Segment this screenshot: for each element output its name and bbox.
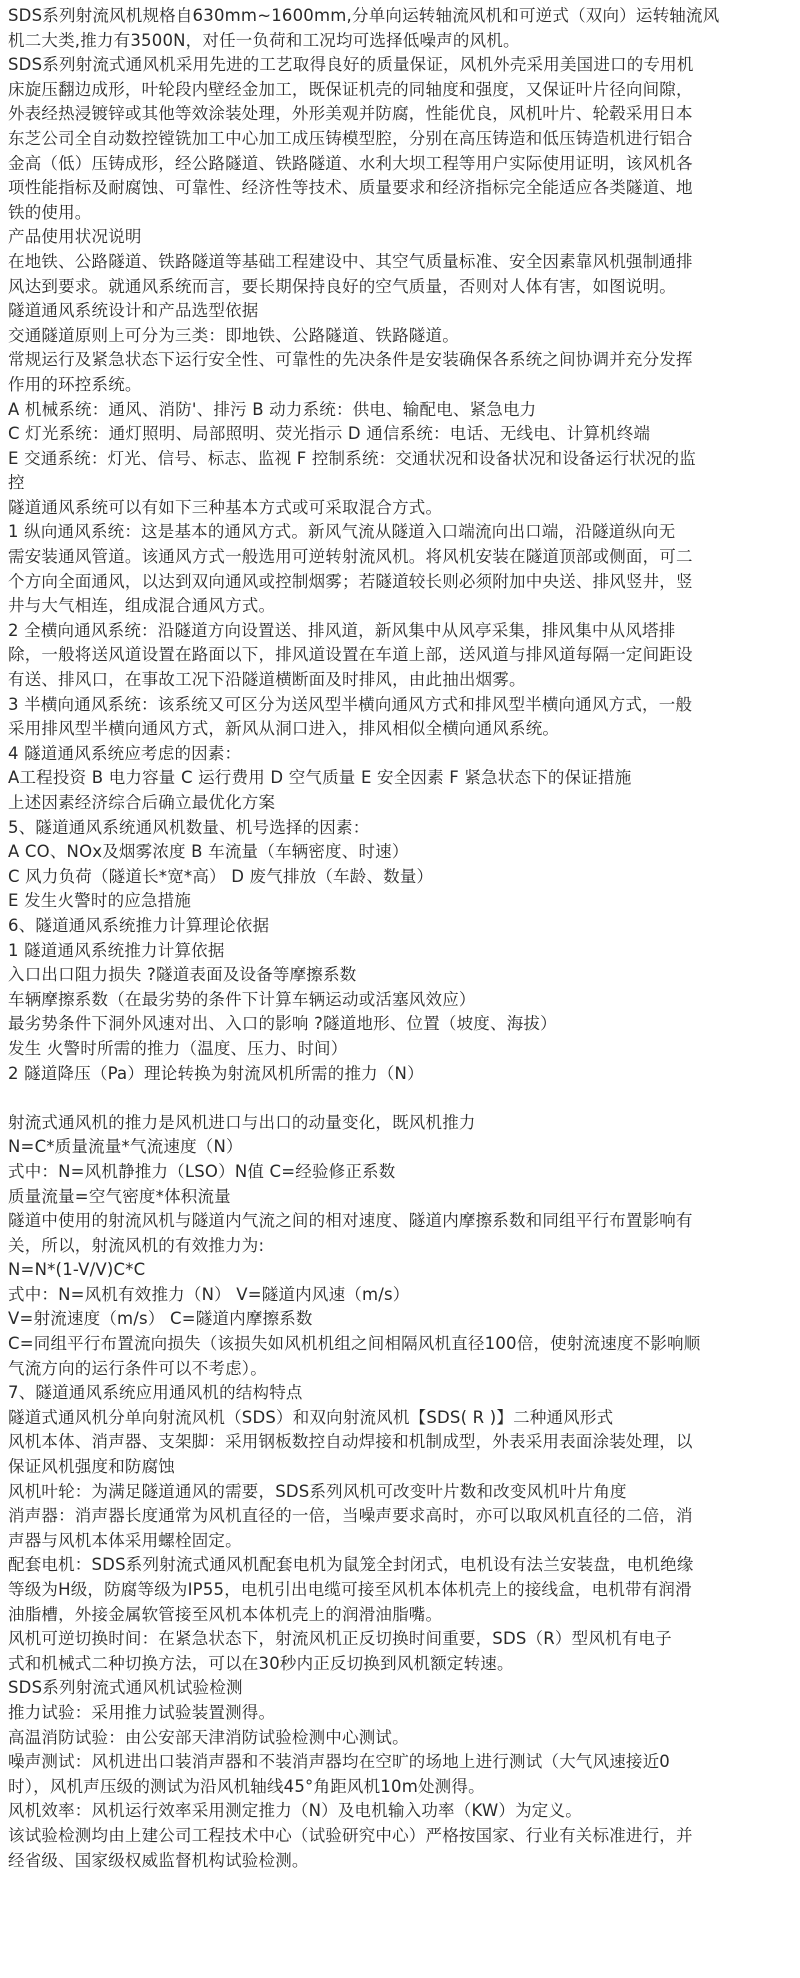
text-line: 1 隧道通风系统推力计算依据	[8, 940, 225, 960]
text-line: 4 隧道通风系统应考虑的因素：	[8, 743, 242, 763]
text-line: 个方向全面通风，以达到双向通风或控制烟雾；若隧道较长则必须附加中央送、排风竖井，竖	[8, 571, 693, 591]
text-line: 需安装通风管道。该通风方式一般选用可逆转射流风机。将风机安装在隧道顶部或侧面，可二	[8, 547, 693, 567]
text-line: 3 半横向通风系统：该系统又可区分为送风型半横向通风方式和排风型半横向通风方式，一般	[8, 694, 693, 714]
text-line: 作用的环控系统。	[8, 374, 142, 394]
text-line: 等级为H级，防腐等级为IP55，电机引出电缆可接至风机本体机壳上的接线盒，电机带有润滑	[8, 1580, 692, 1599]
text-line: 式和机械式二种切换方法，可以在30秒内正反切换到风机额定转速。	[8, 1653, 514, 1673]
text-line: 隧道式通风机分单向射流风机（SDS）和双向射流风机【SDS( R )】二种通风形式	[8, 1407, 614, 1427]
text-line: 产品使用状况说明	[8, 227, 142, 247]
text-line: 气流方向的运行条件可以不考虑）。	[8, 1358, 267, 1378]
text-line: 东芝公司全自动数控镗铣加工中心加工成压铸模型腔，分别在高压铸造和低压铸造机进行铝合	[8, 128, 693, 148]
text-line: A 机械系统：通风、消防'、排污 B 动力系统：供电、输配电、紧急电力	[8, 399, 537, 419]
text-line: 采用排风型半横向通风方式，新风从洞口进入，排风相似全横向通风系统。	[8, 719, 560, 739]
article-body	[8, 4, 790, 1873]
text-line: C 灯光系统：通灯照明、局部照明、荧光指示 D 通信系统：电话、无线电、计算机终端	[8, 424, 651, 444]
text-line: 交通隧道原则上可分为三类：即地铁、公路隧道、铁路隧道。	[8, 325, 459, 345]
text-line: 常规运行及紧急状态下运行安全性、可靠性的先决条件是安装确保各系统之间协调并充分发挥	[8, 350, 693, 370]
text-line: 入口出口阻力损失 ?隧道表面及设备等摩擦系数	[8, 965, 357, 985]
text-line: 金高（低）压铸成形，经公路隧道、铁路隧道、水利大坝工程等用户实际使用证明，该风机各	[8, 153, 693, 173]
text-line: 风机效率：风机运行效率采用测定推力（N）及电机输入功率（KW）为定义。	[8, 1801, 582, 1821]
text-line: 上述因素经济综合后确立最优化方案	[8, 793, 276, 812]
text-line: 2 全横向通风系统：沿隧道方向设置送、排风道，新风集中从风亭采集，排风集中从风塔排	[8, 620, 676, 640]
text-line: 配套电机：SDS系列射流式通风机配套电机为鼠笼全封闭式，电机设有法兰安装盘，电机绝缘	[8, 1555, 694, 1575]
text-line: 射流式通风机的推力是风机进口与出口的动量变化，既风机推力	[8, 1112, 476, 1132]
text-line: 隧道通风系统可以有如下三种基本方式或可采取混合方式。	[8, 497, 443, 517]
text-line: 消声器：消声器长度通常为风机直径的一倍，当噪声要求高时，亦可以取风机直径的二倍，消	[8, 1506, 693, 1526]
text-line: 外表经热浸镀锌或其他等效涂装处理，外形美观并防腐，性能优良，风机叶片、轮毂采用日本	[8, 104, 693, 124]
text-line: 控	[8, 473, 25, 493]
text-line: 6、隧道通风系统推力计算理论依据	[8, 915, 270, 935]
text-line: V=射流速度（m/s） C=隧道内摩擦系数	[8, 1309, 313, 1329]
text-line: 铁的使用。	[8, 202, 92, 222]
text-line: 床旋压翻边成形，叶轮段内壁经金加工，既保证机壳的同轴度和强度，又保证叶片径向间隙，	[8, 79, 693, 99]
text-line: 车辆摩擦系数（在最劣势的条件下计算车辆运动或活塞风效应）	[8, 989, 476, 1009]
text-line: N=N*(1-V/V)C*C	[8, 1260, 146, 1280]
text-line: 2 隧道降压（Pa）理论转换为射流风机所需的推力（N）	[8, 1063, 424, 1083]
text-line: A工程投资 B 电力容量 C 运行费用 D 空气质量 E 安全因素 F 紧急状态下的保证措施	[8, 768, 632, 788]
text-line: 保证风机强度和防腐蚀	[8, 1457, 175, 1477]
text-line: 风达到要求。就通风系统而言，要长期保持良好的空气质量，否则对人体有害，如图说明。	[8, 276, 676, 296]
text-line: 隧道通风系统设计和产品选型依据	[8, 301, 259, 321]
text-line: 高温消防试验：由公安部天津消防试验检测中心测试。	[8, 1727, 409, 1747]
text-line: 该试验检测均由上建公司工程技术中心（试验研究中心）严格按国家、行业有关标准进行，并	[8, 1825, 693, 1845]
text-line: 有送、排风口，在事故工况下沿隧道横断面及时排风，由此抽出烟雾。	[8, 670, 526, 690]
text-line: 经省级、国家级权威监督机构试验检测。	[8, 1850, 309, 1870]
text-line: 风机叶轮：为满足隧道通风的需要，SDS系列风机可改变叶片数和改变风机叶片角度	[8, 1481, 627, 1501]
text-line: E 发生火警时的应急措施	[8, 891, 192, 911]
text-line: 推力试验：采用推力试验装置测得。	[8, 1702, 276, 1722]
text-line: C=同组平行布置流向损失（该损失如风机机组之间相隔风机直径100倍，使射流速度不影响顺	[8, 1334, 701, 1354]
text-line: A CO、NOx及烟雾浓度 B 车流量（车辆密度、时速）	[8, 842, 409, 862]
text-line: 在地铁、公路隧道、铁路隧道等基础工程建设中、其空气质量标准、安全因素靠风机强制通排	[8, 251, 693, 271]
text-line: 质量流量=空气密度*体积流量	[8, 1186, 231, 1206]
text-line: SDS系列射流风机规格自630mm~1600mm,分单向运转轴流风机和可逆式（双向）运转轴流风	[8, 6, 720, 25]
text-line: 风机本体、消声器、支架脚：采用钢板数控自动焊接和机制成型，外表采用表面涂装处理，以	[8, 1432, 693, 1452]
text-line: 项性能指标及耐腐蚀、可靠性、经济性等技术、质量要求和经济指标完全能适应各类隧道、地	[8, 178, 693, 198]
text-line: 风机可逆切换时间：在紧急状态下，射流风机正反切换时间重要，SDS（R）型风机有电子	[8, 1629, 672, 1649]
blank-line	[8, 1086, 790, 1111]
text-line: 机二大类,推力有3500N，对任一负荷和工况均可选择低噪声的风机。	[8, 30, 520, 50]
text-line: 最劣势条件下洞外风速对出、入口的影响 ?隧道地形、位置（坡度、海拔）	[8, 1014, 557, 1034]
text-line: 隧道中使用的射流风机与隧道内气流之间的相对速度、隧道内摩擦系数和同组平行布置影响有	[8, 1211, 693, 1231]
text-line: 7、隧道通风系统应用通风机的结构特点	[8, 1383, 303, 1403]
text-line: C 风力负荷（隧道长*宽*高） D 废气排放（车龄、数量）	[8, 866, 434, 886]
text-line: SDS系列射流式通风机试验检测	[8, 1678, 243, 1698]
text-line: 时），风机声压级的测试为沿风机轴线45°角距风机10m处测得。	[8, 1776, 485, 1796]
text-line: 发生 火警时所需的推力（温度、压力、时间）	[8, 1038, 348, 1058]
text-line: E 交通系统：灯光、信号、标志、监视 F 控制系统：交通状况和设备状况和设备运行状况的监	[8, 448, 696, 468]
text-line: 式中：N=风机静推力（LSO）N值 C=经验修正系数	[8, 1161, 396, 1181]
text-line: 噪声测试：风机进出口装消声器和不装消声器均在空旷的场地上进行测试（大气风速接近0	[8, 1752, 670, 1772]
text-line: 关，所以，射流风机的有效推力为:	[8, 1235, 265, 1255]
text-line: 式中：N=风机有效推力（N） V=隧道内风速（m/s）	[8, 1284, 410, 1304]
text-line: 井与大气相连，组成混合通风方式。	[8, 596, 276, 616]
text-line: N=C*质量流量*气流速度（N）	[8, 1137, 243, 1157]
text-line: 油脂槽，外接金属软管接至风机本体机壳上的润滑油脂嘴。	[8, 1604, 443, 1624]
text-line: 1 纵向通风系统：这是基本的通风方式。新风气流从隧道入口端流向出口端，沿隧道纵向无	[8, 522, 676, 542]
text-line: 5、隧道通风系统通风机数量、机号选择的因素：	[8, 817, 370, 837]
text-line: 声器与风机本体采用螺栓固定。	[8, 1530, 242, 1550]
text-line: 除，一般将送风道设置在路面以下，排风道设置在车道上部，送风道与排风道每隔一定间距设	[8, 645, 693, 665]
text-line: SDS系列射流式通风机采用先进的工艺取得良好的质量保证，风机外壳采用美国进口的专用机	[8, 55, 694, 75]
